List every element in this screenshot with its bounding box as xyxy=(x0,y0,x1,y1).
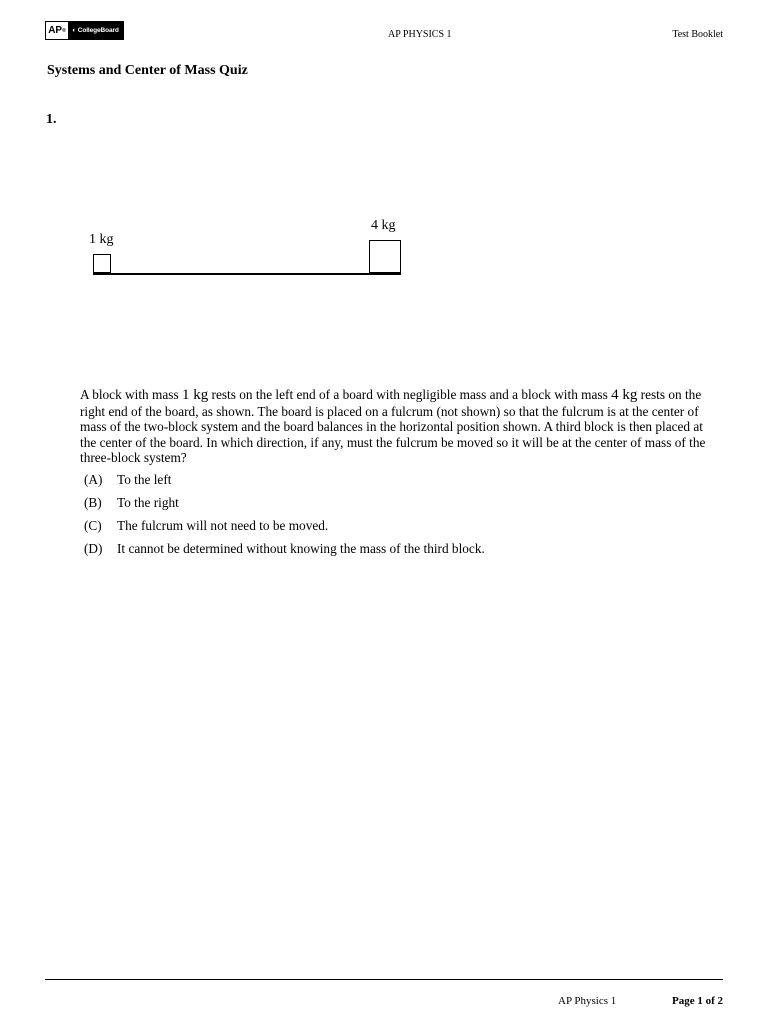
choice-text: To the left xyxy=(117,472,172,487)
quiz-title: Systems and Center of Mass Quiz xyxy=(47,63,248,78)
choice-text: The fulcrum will not need to be moved. xyxy=(117,518,329,533)
choice-b[interactable] xyxy=(84,495,714,518)
choice-letter: (B) xyxy=(84,495,102,510)
header-booklet: Test Booklet xyxy=(672,29,723,40)
footer-subject: AP Physics 1 xyxy=(558,995,617,1007)
question-number: 1. xyxy=(46,112,57,127)
ap-collegeboard-logo xyxy=(45,21,124,40)
choice-text: It cannot be determined without knowing the mass of the third block. xyxy=(117,541,485,556)
question-text: A block with mass 1 kg rests on the left end of a board with negligible mass and a block with mass 4 kg rests on the right end of the board, as shown. The board is placed on a fulcrum (not shown) so that the fulcrum is at the center of mass of the two-block system and the board balances in the horizontal position shown. A third block is then placed at the center of the board. In which direction, if any, must the fulcrum be moved so it will be at the center of mass of the three-block system? xyxy=(80,387,706,465)
page-header xyxy=(0,0,768,50)
board xyxy=(93,273,401,275)
right-block xyxy=(369,240,401,273)
choice-letter: (A) xyxy=(84,472,103,487)
header-subject: AP PHYSICS 1 xyxy=(388,29,452,40)
choice-text: To the right xyxy=(117,495,179,510)
left-block xyxy=(93,254,111,273)
choice-letter: (D) xyxy=(84,541,103,556)
left-mass-value: 1 kg xyxy=(181,387,209,403)
choice-c[interactable] xyxy=(84,518,714,541)
right-block-label: 4 kg xyxy=(371,218,396,233)
left-block-label: 1 kg xyxy=(89,232,114,247)
choice-letter: (C) xyxy=(84,518,102,533)
footer-divider xyxy=(45,979,723,980)
right-mass-value: 4 kg xyxy=(611,387,638,403)
logo-ap: AP ® xyxy=(46,22,68,39)
page-number: Page 1 of 2 xyxy=(671,995,723,1007)
choice-d[interactable] xyxy=(84,541,714,564)
choice-a[interactable] xyxy=(84,472,714,495)
logo-collegeboard: ◐ CollegeBoard xyxy=(68,22,123,39)
answer-choices xyxy=(84,472,714,564)
board-figure xyxy=(80,210,420,290)
